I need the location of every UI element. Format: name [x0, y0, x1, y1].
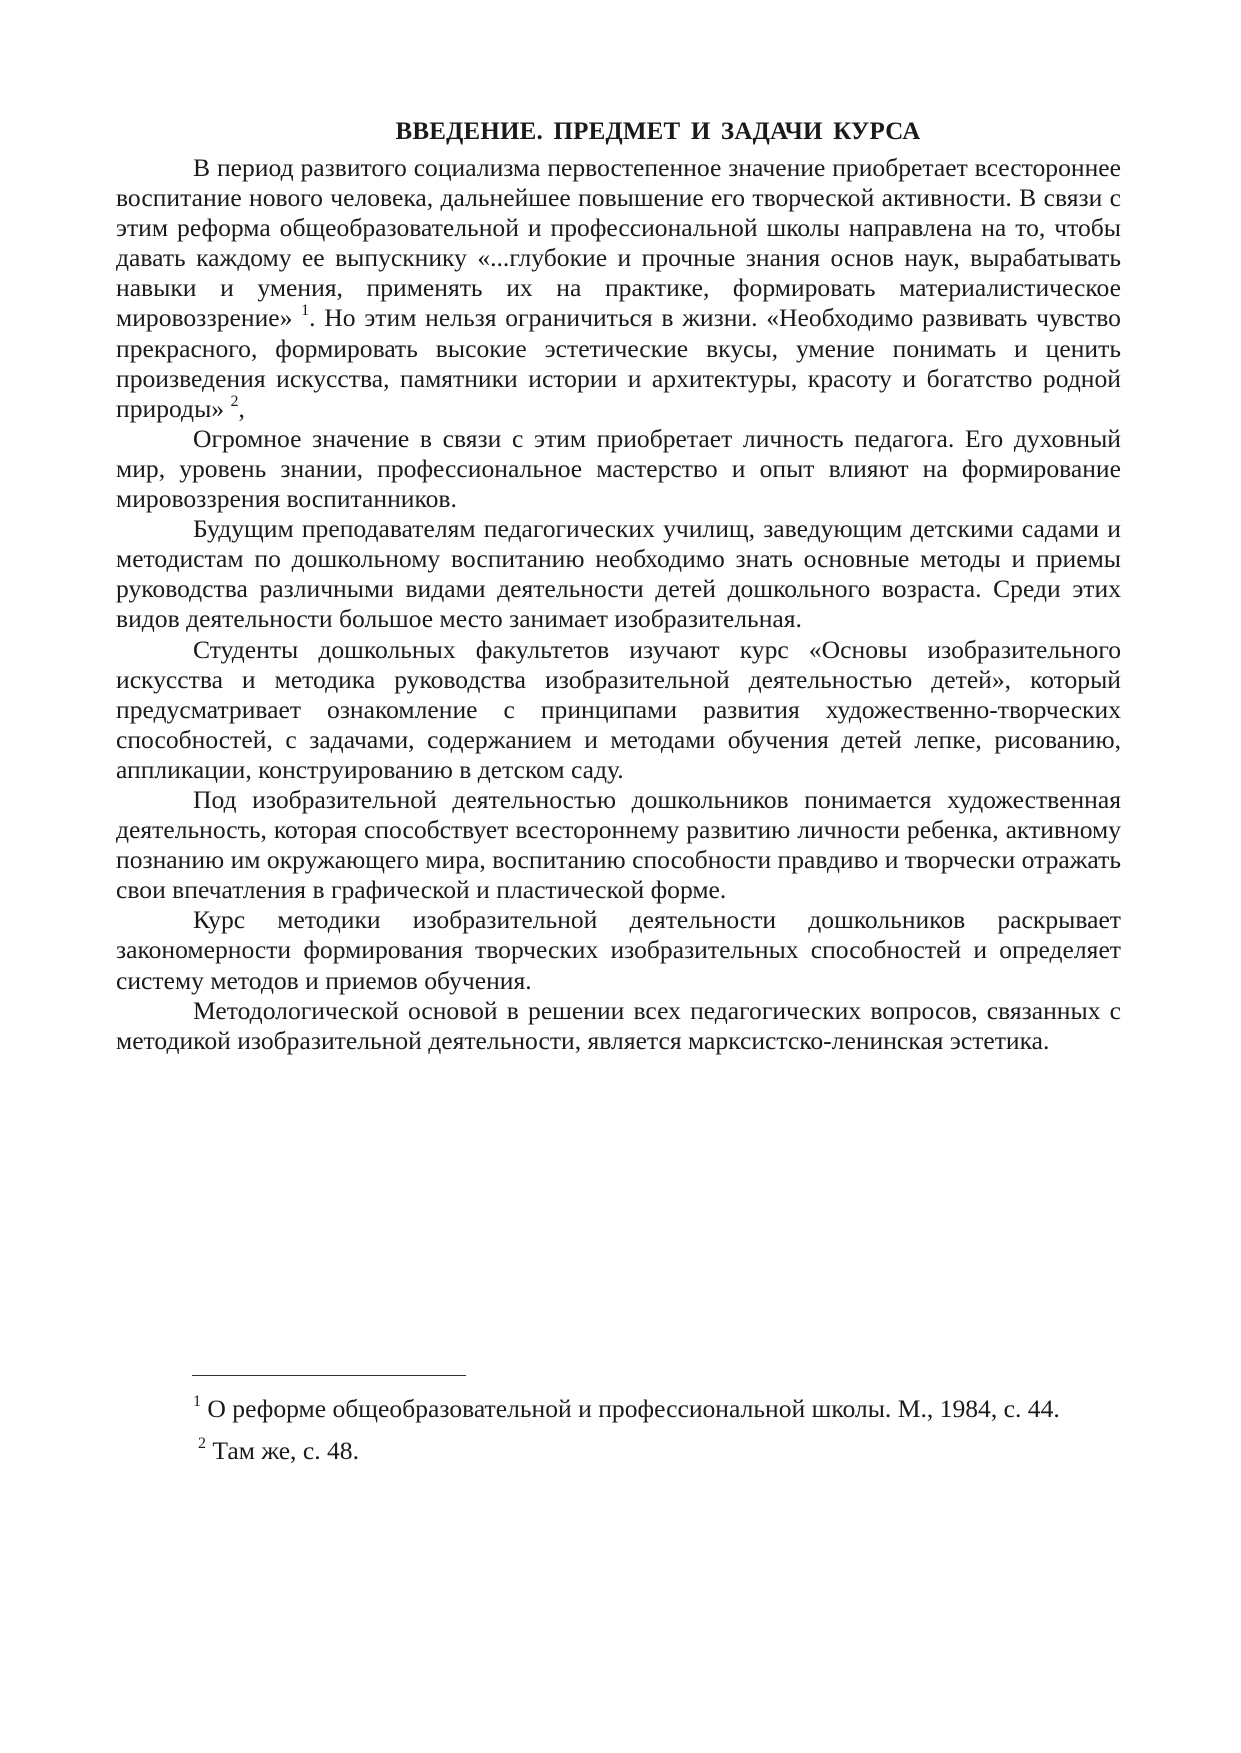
paragraph-4: Студенты дошкольных факультетов изучают курс «Основы изобразительного искусства и методика руководства изобразительной деятельностью детей», который предусматривает ознакомление с принципами развития художественно-творческих способностей, с задачами, содержанием и методами обучения детей лепке, рисованию, аппликации, конструированию в детском саду.: [116, 634, 1121, 784]
paragraph-1: [116, 153, 1121, 424]
footnote-1-mark: 1: [193, 1393, 201, 1410]
footnote-2-text: Там же, с. 48.: [206, 1436, 359, 1465]
footnote-ref-2: 2: [230, 392, 239, 410]
page-title: ВВЕДЕНИЕ. ПРЕДМЕТ И ЗАДАЧИ КУРСА: [395, 118, 921, 145]
footnote-2: [116, 1434, 1121, 1468]
footnote-1-text: О реформе общеобразовательной и профессиональной школы. М., 1984, с. 44.: [201, 1394, 1060, 1423]
footnote-2-mark: 2: [198, 1435, 206, 1452]
body-text: [116, 153, 1121, 1056]
footnote-ref-1: 1: [301, 302, 310, 320]
footnotes: [116, 1392, 1121, 1468]
paragraph-6: Курс методики изобразительной деятельности дошкольников раскрывает закономерности формирования творческих изобразительных способностей и определяет систему методов и приемов обучения.: [116, 905, 1121, 995]
paragraph-1-text-after: ,: [238, 393, 245, 423]
paragraph-3: Будущим преподавателям педагогических училищ, заведующим детскими садами и методистам по дошкольному воспитанию необходимо знать основные методы и приемы руководства различными видами деятельности детей дошкольного возраста. Среди этих видов деятельности большое место занимает изобразительная.: [116, 514, 1121, 634]
footnote-separator: [192, 1375, 466, 1376]
paragraph-7: Методологической основой в решении всех педагогических вопросов, связанных с методикой изобразительной деятельности, является марксистско-ленинская эстетика.: [116, 995, 1121, 1055]
footnote-1: [116, 1392, 1121, 1426]
paragraph-2: Огромное значение в связи с этим приобретает личность педагога. Его духовный мир, уровень знании, профессиональное мастерство и опыт влияют на формирование мировоззрения воспитанников.: [116, 423, 1121, 514]
paragraph-1-text-before: В период развитого социализма первостепенное значение приобретает всестороннее воспитание нового человека, дальнейшее повышение его творческой активности. В связи с этим реформа общеобразовательной и профессиональной школы направлена на то, чтобы давать каждому ее выпускнику «...глубокие и прочные знания основ наук, вырабатывать навыки и умения, применять их на практике, формировать материалистическое мировоззрение»: [116, 153, 1121, 333]
paragraph-1-text-middle: . Но этим нельзя ограничиться в жизни. «Необходимо развивать чувство прекрасного, формировать высокие эстетические вкусы, умение понимать и ценить произведения искусства, памятники истории и архитектуры, красоту и богатство родной природы»: [116, 303, 1121, 423]
paragraph-5: Под изобразительной деятельностью дошкольников понимается художественная деятельность, которая способствует всестороннему развитию личности ребенка, активному познанию им окружающего мира, воспитанию способности правдиво и творчески отражать свои впечатления в графической и пластической форме.: [116, 784, 1121, 905]
